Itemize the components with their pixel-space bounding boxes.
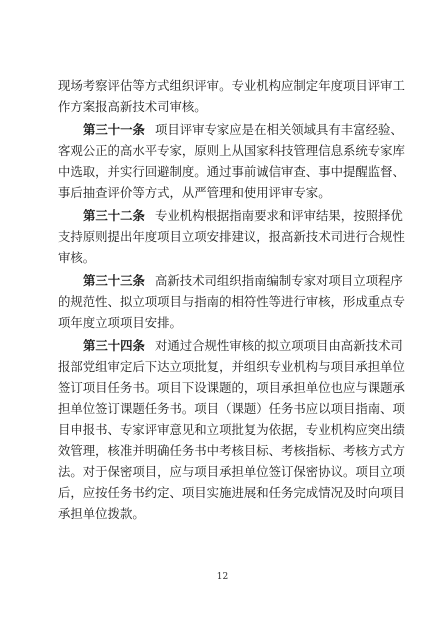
text-line: 审核。: [58, 250, 96, 265]
text-line: 事后抽查评价等方式，从严管理和使用评审专家。: [58, 185, 331, 200]
article-first-line: [58, 335, 403, 356]
text-line: 现场考察评估等方式组织评审。专业机构应制定年度项目评审工: [58, 78, 405, 93]
article-first-line: [58, 119, 403, 140]
text-line: 报部党组审定后下达立项批复，并组织专业机构与项目承担单位: [58, 359, 405, 374]
article-first-line: [58, 270, 403, 291]
text-line: 的规范性、拟立项项目与指南的相符性等进行审核，形成重点专: [58, 294, 405, 309]
article-label: 第三十三条: [83, 273, 145, 288]
article-first-line: [58, 205, 403, 226]
article-text: 对通过合规性审核的拟立项项目由高新技术司: [154, 338, 403, 353]
article-text: 项目评审专家应是在相关领域具有丰富经验、: [154, 122, 403, 137]
text-line: 后，应按任务书约定、项目实施进展和任务完成情况及时向项目: [58, 485, 405, 500]
text-line: 签订项目任务书。项目下设课题的，项目承担单位也应与课题承: [58, 380, 405, 395]
text-line: 中选取，并实行回避制度。通过事前诚信审查、事中提醒监督、: [58, 164, 405, 179]
article-text: 专业机构根据指南要求和评审结果，按照择优: [154, 208, 403, 223]
text-line: 作方案报高新技术司审核。: [58, 99, 207, 114]
article-label: 第三十四条: [83, 338, 145, 353]
page-number: 12: [216, 572, 229, 582]
text-line: 效管理，核准并明确任务书中考核目标、考核指标、考核方式方: [58, 443, 405, 458]
text-line: 客观公正的高水平专家，原则上从国家科技管理信息系统专家库: [58, 143, 405, 158]
text-line: 承担单位拨款。: [58, 506, 145, 521]
text-line: 目申报书、专家评审意见和立项批复为依据，专业机构应突出绩: [58, 422, 405, 437]
article-text: 高新技术司组织指南编制专家对项目立项程序: [154, 273, 403, 288]
text-line: 支持原则提出年度项目立项安排建议，报高新技术司进行合规性: [58, 229, 405, 244]
text-line: 项年度立项项目安排。: [58, 315, 182, 330]
document-body: [58, 75, 405, 524]
article-label: 第三十一条: [83, 122, 145, 137]
article-label: 第三十二条: [83, 208, 145, 223]
text-line: 担单位签订课题任务书。项目（课题）任务书应以项目指南、项: [58, 401, 405, 416]
text-line: 法。对于保密项目，应与项目承担单位签订保密协议。项目立项: [58, 464, 405, 479]
